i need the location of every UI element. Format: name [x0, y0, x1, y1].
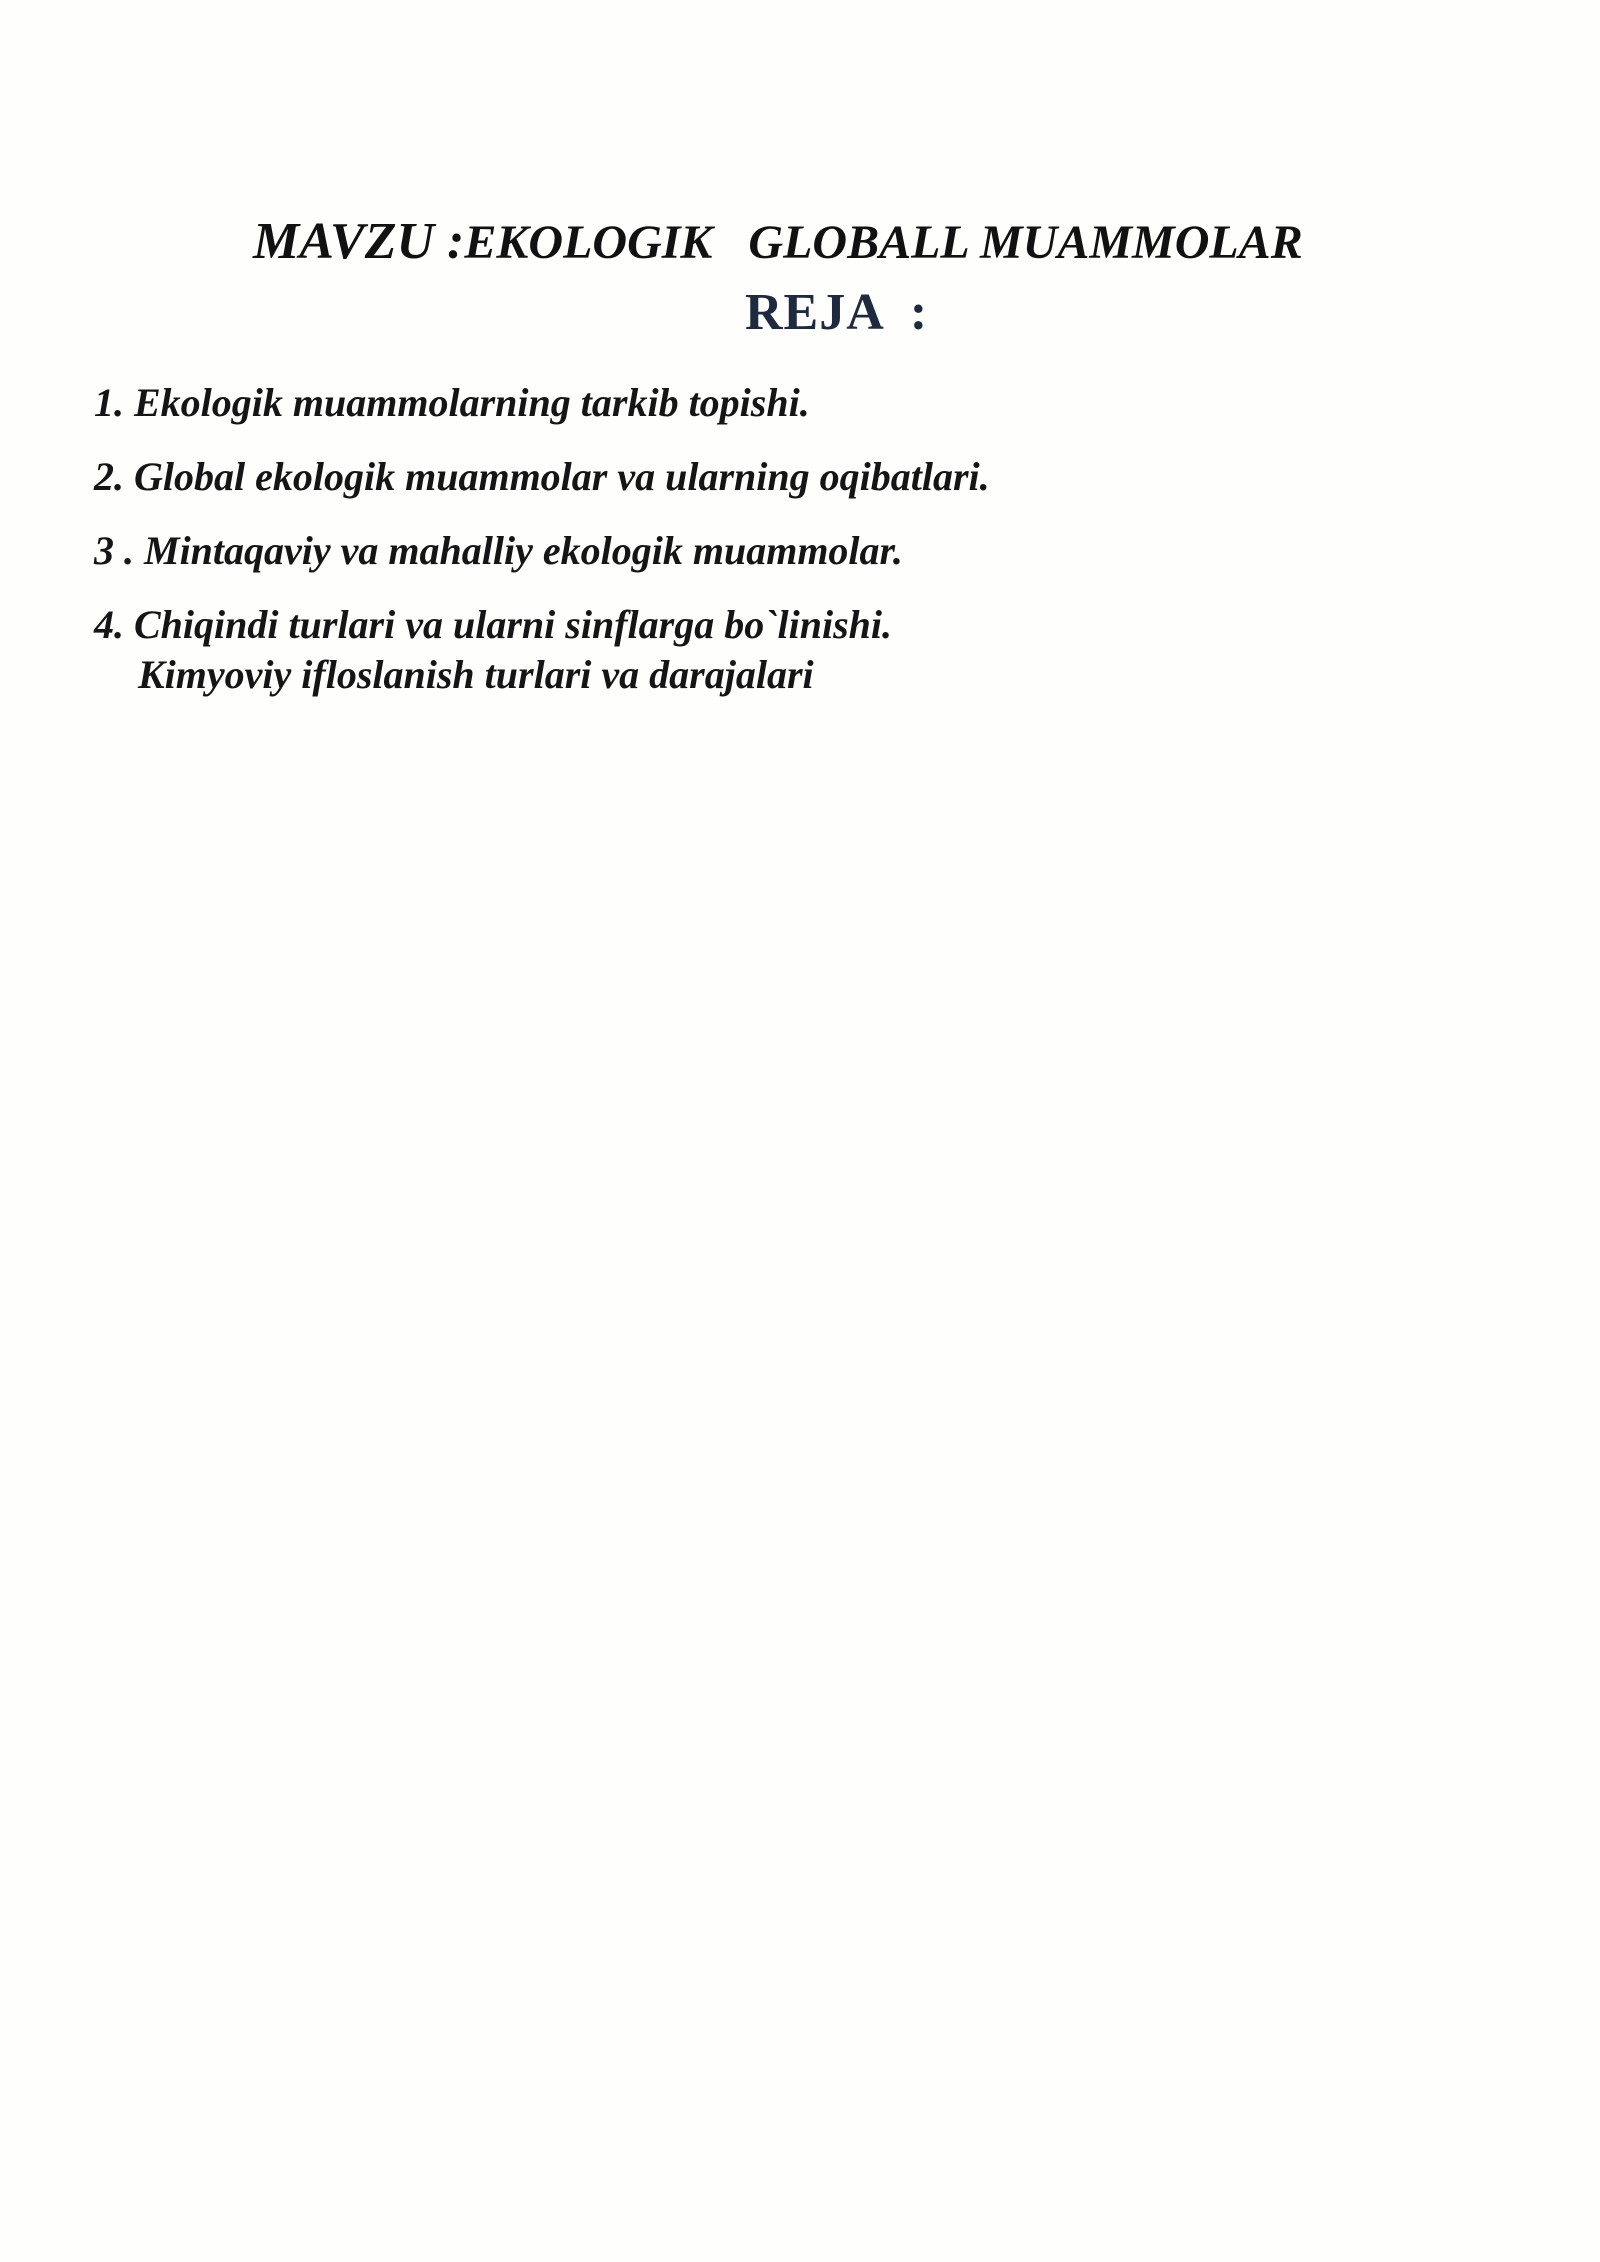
plan-item-text: Ekologik muammolarning tarkib topishi. [134, 380, 810, 425]
plan-item-number: 4. [94, 602, 124, 647]
title-topic: EKOLOGIK GLOBALL MUAMMOLAR [464, 216, 1303, 269]
plan-item-text: Chiqindi turlari va ularni sinflarga bo`linishi. [134, 602, 893, 647]
plan-item [94, 378, 810, 428]
plan-item [94, 526, 903, 576]
plan-item-text: Mintaqaviy va mahalliy ekologik muammolar. [144, 528, 903, 573]
title-prefix: MAVZU : [253, 213, 465, 270]
plan-item-number: 2. [94, 454, 124, 499]
plan-item-number: 3 . [94, 528, 134, 573]
plan-item-text: Global ekologik muammolar va ularning oqibatlari. [134, 454, 990, 499]
plan-heading: REJA : [745, 284, 929, 341]
plan-item [94, 600, 892, 700]
plan-item [94, 452, 990, 502]
plan-item-continuation: Kimyoviy ifloslanish turlari va darajalari [138, 652, 814, 697]
plan-item-number: 1. [94, 380, 124, 425]
document-title [253, 212, 1303, 271]
